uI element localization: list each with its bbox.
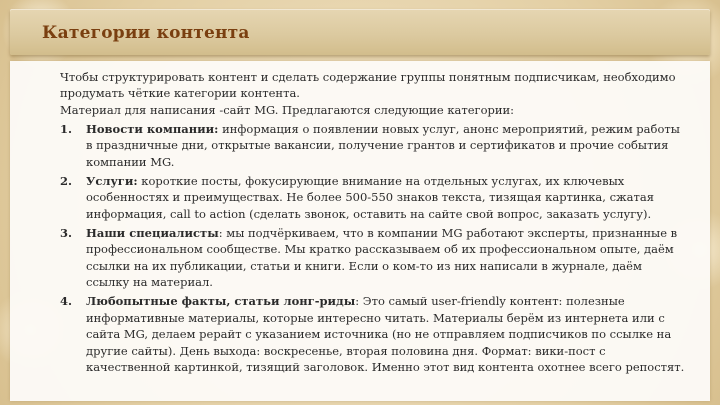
list-item-lead: Любопытные факты, статьи лонг-риды — [86, 294, 356, 309]
slide-title: Категории контента — [42, 23, 250, 43]
content-text — [60, 69, 688, 376]
list-item-number: 2. — [60, 174, 73, 189]
list-item — [60, 293, 688, 375]
list-item-lead: Новости компании: — [86, 122, 219, 137]
list-item-lead: Услуги: — [86, 174, 138, 189]
category-list — [60, 121, 688, 375]
content-panel — [10, 61, 710, 401]
intro-paragraph: Чтобы структурировать контент и сделать содержание группы понятным подписчикам, необходимо продумать чёткие категории контента. — [60, 70, 676, 101]
title-bar — [10, 9, 710, 55]
list-item — [60, 173, 688, 222]
list-item-text: короткие посты, фокусирующие внимание на отдельных услугах, их ключевых особенностях и преимуществах. Не более 500-550 знаков текста, тизящая картинка, сжатая информация, call to action (сделать звонок, оставить на сайте свой вопрос, заказать услугу). — [86, 174, 654, 221]
list-item-text: : Это самый user-friendly контент: полезные информативные материалы, которые интересно читать. Материалы берём из интернета или с сайта MG, делаем рерайт с указанием источника (но не отправляем подписчиков по ссылке на другие сайты). День выхода: воскресенье, вторая половина дня. Формат: вики-пост с качественной картинкой, тизящий заголовок. Именно этот вид контента охотнее всего репостят. — [86, 294, 685, 375]
list-item — [60, 121, 688, 170]
list-item — [60, 225, 688, 291]
list-item-text: информация о появлении новых услуг, анонс мероприятий, режим работы в праздничные дни, открытые вакансии, получение грантов и сертификатов и прочие события компании MG. — [86, 122, 680, 169]
list-item-number: 3. — [60, 226, 73, 241]
list-item-number: 4. — [60, 294, 73, 309]
list-item-text: : мы подчёркиваем, что в компании MG работают эксперты, признанные в профессиональном сообществе. Мы кратко рассказываем об их профессиональном опыте, даём ссылки на их публикации, статьи и книги. Если о ком-то из них написали в журнале, даём ссылку на материал. — [86, 226, 678, 290]
slide — [10, 3, 710, 405]
material-paragraph: Материал для написания -сайт MG. Предлагаются следующие категории: — [60, 102, 515, 117]
list-item-lead: Наши специалисты — [86, 226, 219, 241]
list-item-number: 1. — [60, 122, 73, 137]
